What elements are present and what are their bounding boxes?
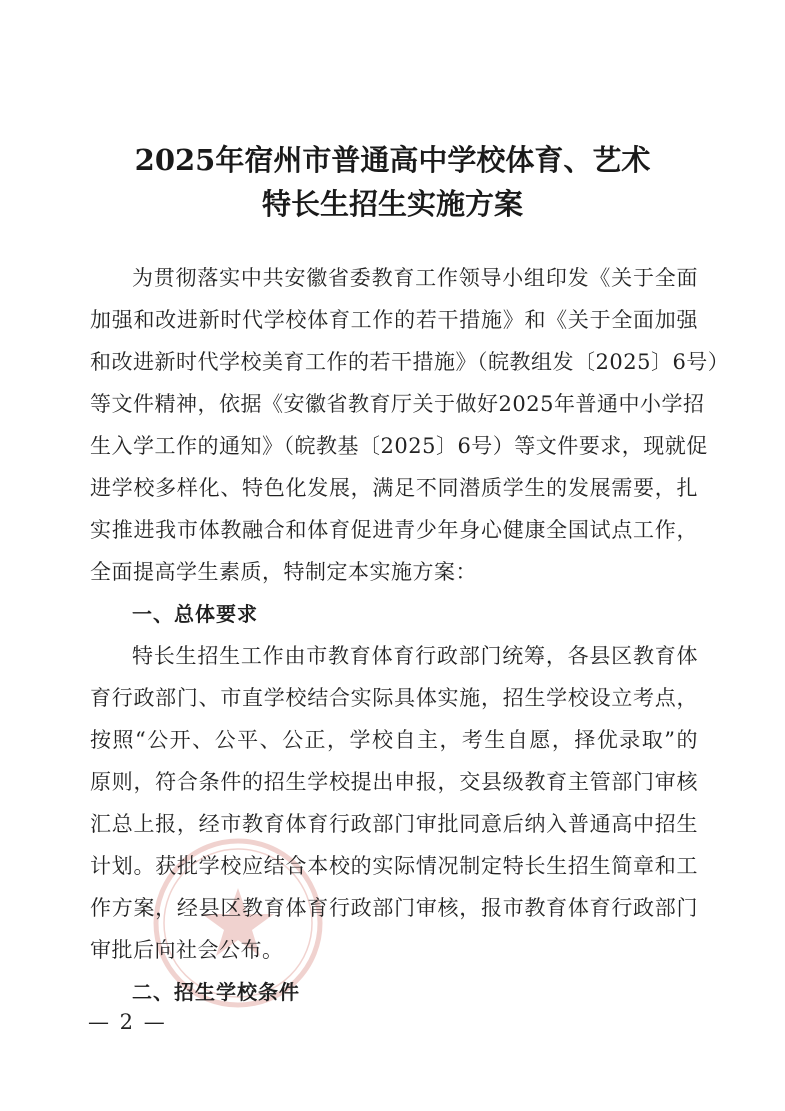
section1-line: 作方案，经县区教育体育行政部门审核，报市教育体育行政部门 [90,896,698,920]
intro-line: 和改进新时代学校美育工作的若干措施》（皖教组发〔2025〕6号） [90,350,730,374]
section1-line: 计划。获批学校应结合本校的实际情况制定特长生招生简章和工 [90,854,698,878]
intro-line: 加强和改进新时代学校体育工作的若干措施》和《关于全面加强 [90,308,698,332]
intro-line: 为贯彻落实中共安徽省委教育工作领导小组印发《关于全面 [132,266,698,290]
page-number: — 2 — [88,1010,167,1034]
document-title-line-1: 2025年宿州市普通高中学校体育、艺术 [134,143,651,177]
section-heading-school-conditions: 二、招生学校条件 [132,980,300,1004]
intro-line: 等文件精神，依据《安徽省教育厅关于做好2025年普通中小学招 [90,392,705,416]
intro-line: 生入学工作的通知》（皖教基〔2025〕6号）等文件要求，现就促 [90,434,708,458]
section1-line: 汇总上报，经市教育体育行政部门审批同意后纳入普通高中招生 [90,812,698,836]
section1-line: 原则，符合条件的招生学校提出申报，交县级教育主管部门审核 [90,770,698,794]
section1-line: 审批后向社会公布。 [90,938,284,962]
section1-line: 育行政部门、市直学校结合实际具体实施，招生学校设立考点， [90,686,698,710]
document-title-line-2: 特长生招生实施方案 [261,187,523,221]
intro-line: 实推进我市体教融合和体育促进青少年身心健康全国试点工作， [90,518,698,542]
intro-line: 全面提高学生素质，特制定本实施方案： [90,560,477,584]
section-heading-general-requirements: 一、总体要求 [132,602,258,626]
section1-line: 特长生招生工作由市教育体育行政部门统筹，各县区教育体 [132,644,698,668]
intro-line: 进学校多样化、特色化发展，满足不同潜质学生的发展需要，扎 [90,476,698,500]
section1-line: 按照“公开、公平、公正，学校自主，考生自愿，择优录取”的 [90,728,698,752]
